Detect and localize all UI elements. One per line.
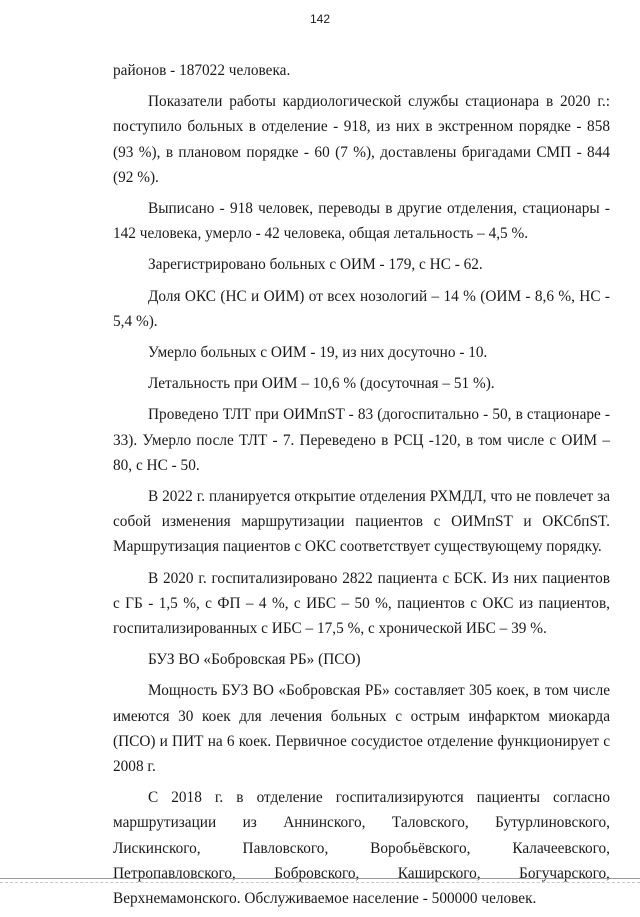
paragraph-12: Мощность БУЗ ВО «Бобровская РБ» составляет 305 коек, в том числе имеются 30 коек для лечения больных с острым инфарктом миокарда (ПСО) и ПИТ на 6 коек. Первичное сосудистое отделение функционирует с 2008 г.: [113, 682, 610, 776]
paragraph-4: Зарегистрировано больных с ОИМ - 179, с НС - 62.: [148, 256, 483, 274]
document-body: [113, 58, 610, 917]
bottom-scan-line: [0, 878, 640, 879]
paragraph-1: районов - 187022 человека.: [113, 62, 291, 79]
paragraph-3: Выписано - 918 человек, переводы в другие отделения, стационары - 142 человека, умерло - 42 человека, общая летальность – 4,5 %.: [113, 200, 610, 243]
paragraph-13: С 2018 г. в отделение госпитализируются пациенты согласно маршрутизации из Аннинского, Таловского, Бутурлиновского, Лискинского, Павловского, Воробьёвского, Калачеевского, Петропавловского, Бобровского, Каширского, Богучарского, Верхнемамонского. Обслуживаемое население - 500000 человек.: [113, 789, 610, 908]
paragraph-9: В 2022 г. планируется открытие отделения РХМДЛ, что не повлечет за собой изменения маршрутизации пациентов с ОИМпST и ОКСбпST. Маршрутизация пациентов с ОКС соответствует существующему порядку.: [113, 488, 610, 556]
paragraph-2: Показатели работы кардиологической службы стационара в 2020 г.: поступило больных в отделение - 918, из них в экстренном порядке - 858 (93 %), в плановом порядке - 60 (7 %), доставлены бригадами СМП - 844 (92 %).: [113, 93, 610, 186]
paragraph-6: Умерло больных с ОИМ - 19, из них досуточно - 10.: [148, 344, 488, 362]
bottom-scan-line-faint: [0, 882, 640, 883]
paragraph-8: Проведено ТЛТ при ОИМпST - 83 (догоспитально - 50, в стационаре - 33). Умерло после ТЛТ - 7. Переведено в РСЦ -120, в том числе с ОИМ – 80, с НС - 50.: [113, 406, 610, 474]
paragraph-10: В 2020 г. госпитализировано 2822 пациента с БСК. Из них пациентов с ГБ - 1,5 %, с ФП – 4 %, с ИБС – 50 %, пациентов с ОКС из пациентов, госпитализированных с ИБС – 17,5 %, с хронической ИБС – 39 %.: [113, 569, 610, 638]
section-heading: БУЗ ВО «Бобровская РБ» (ПСО): [148, 651, 361, 669]
paragraph-5: Доля ОКС (НС и ОИМ) от всех нозологий – 14 % (ОИМ - 8,6 %, НС - 5,4 %).: [113, 287, 610, 330]
paragraph-7: Летальность при ОИМ – 10,6 % (досуточная – 51 %).: [148, 375, 495, 393]
page-number: 142: [309, 12, 331, 26]
